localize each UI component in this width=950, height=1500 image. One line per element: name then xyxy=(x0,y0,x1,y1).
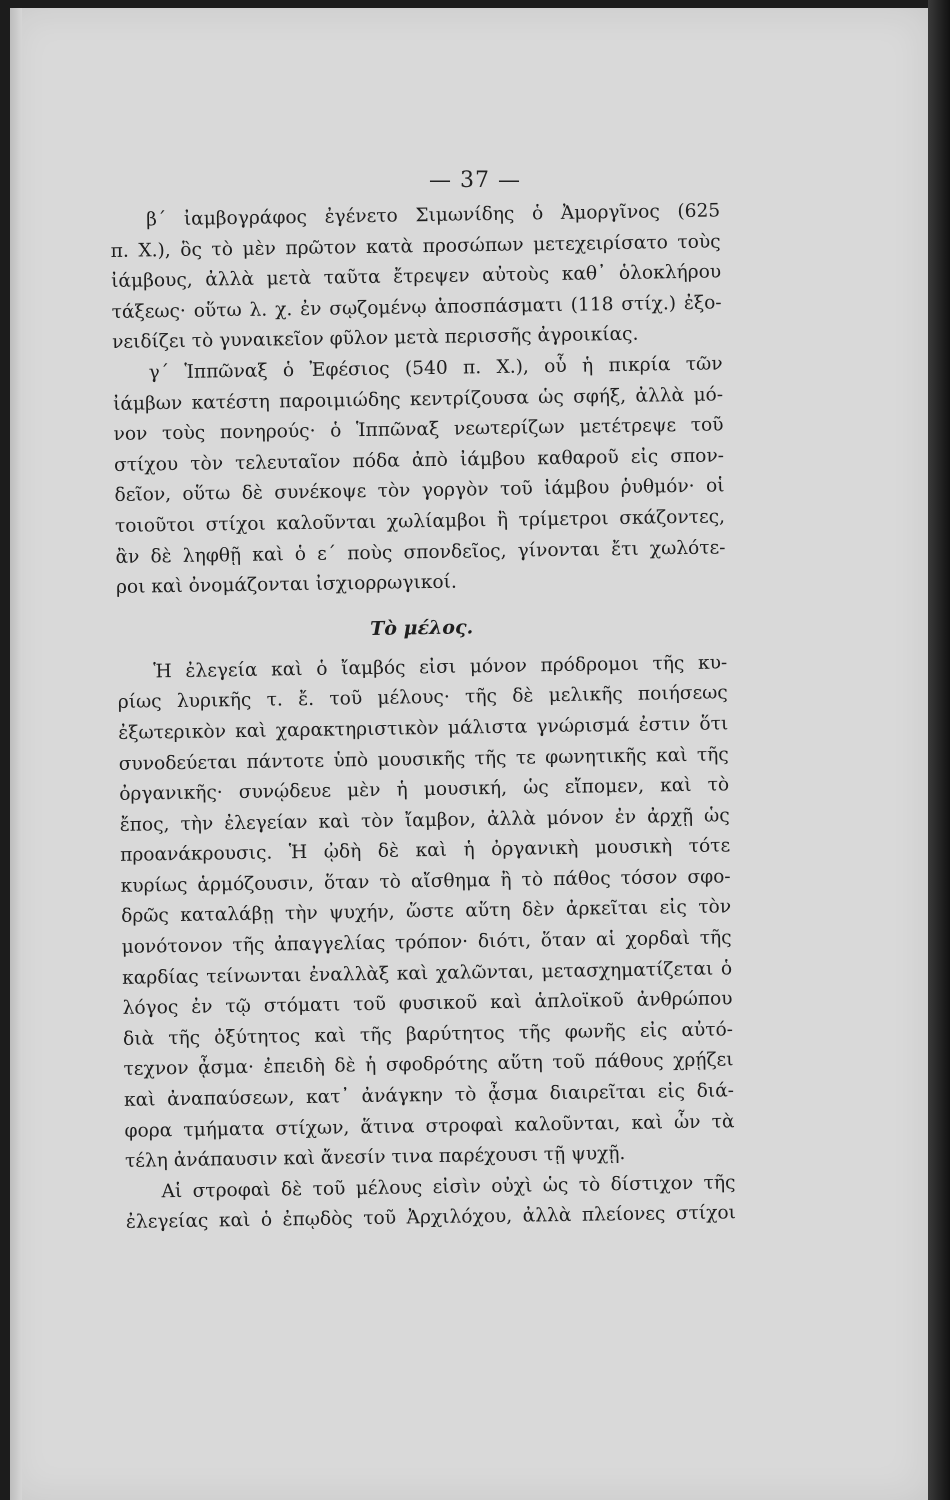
text-line: τεχνον ᾆσμα· ἐπειδὴ δὲ ἡ σφοδρότης αὕτη τοῦ πάθους χρῄζει xyxy=(123,1049,734,1081)
text-line: νον τοὺς πονηρούς· ὁ Ἱππῶναξ νεωτερίζων μετέτρεψε τοῦ xyxy=(113,414,724,446)
text-line: τάξεως· οὕτω λ. χ. ἐν σῳζομένῳ ἀποσπάσματι (118 στίχ.) ἐξο- xyxy=(111,292,722,323)
text-line: ρίως λυρικῆς τ. ἔ. τοῦ μέλους· τῆς δὲ μελικῆς ποιήσεως xyxy=(117,682,728,714)
text-line: τοιοῦτοι στίχοι καλοῦνται χωλίαμβοι ἢ τρίμετροι σκάζοντες, xyxy=(114,506,726,537)
page-body xyxy=(110,196,736,1238)
text-line: ροι καὶ ὀνομάζονται ἰσχιορρωγικοί. xyxy=(115,571,457,599)
text-line: δεῖον, οὕτω δὲ συνέκοψε τὸν γοργὸν τοῦ ἰάμβου ῥυθμόν· οἱ xyxy=(114,475,725,507)
text-line: β΄ ἰαμβογράφος ἐγένετο Σιμωνίδης ὁ Ἀμοργῖνος (625 xyxy=(146,200,721,231)
text-line: ἐξωτερικὸν καὶ χαρακτηριστικὸν μάλιστα γνώρισμά ἐστιν ὅτι xyxy=(118,713,729,744)
text-line: ἂν δὲ ληφθῇ καὶ ὁ ε΄ ποὺς σπονδεῖος, γίνονται ἔτι χωλότε- xyxy=(115,536,726,568)
paragraph-gamma xyxy=(112,349,726,603)
text-line: γ΄ Ἱππῶναξ ὁ Ἐφέσιος (540 π. Χ.), οὗ ἡ πικρία τῶν xyxy=(148,353,723,384)
text-line: προανάκρουσις. Ἡ ᾠδὴ δὲ καὶ ἡ ὀργανικὴ μουσικὴ τότε xyxy=(120,835,731,867)
text-line: Αἱ στροφαὶ δὲ τοῦ μέλους εἰσὶν οὐχὶ ὡς τὸ δίστιχον τῆς xyxy=(161,1172,736,1203)
paragraph-melos xyxy=(117,648,735,1178)
text-line: καρδίας τείνωνται ἐναλλὰξ καὶ χαλῶνται, μετασχηματίζεται ὁ xyxy=(121,957,733,989)
text-line: ἰάμβων κατέστη παροιμιώδης κεντρίζουσα ὡς σφήξ, ἀλλὰ μό- xyxy=(112,383,724,415)
text-line: τέλη ἀνάπαυσιν καὶ ἄνεσίν τινα παρέχουσι τῇ ψυχῇ. xyxy=(124,1143,626,1173)
text-line: καὶ ἀναπαύσεων, κατ᾿ ἀνάγκην τὸ ᾆσμα διαιρεῖται εἰς διά- xyxy=(123,1080,735,1111)
text-line: συνοδεύεται πάντοτε ὑπὸ μουσικῆς τῆς τε φωνητικῆς καὶ τῆς xyxy=(118,743,729,775)
page-number: — 37 — xyxy=(429,168,521,193)
text-line: νειδίζει τὸ γυναικεῖον φῦλον μετὰ περισσῆς ἀγροικίας. xyxy=(111,324,639,354)
text-line: κυρίως ἁρμόζουσιν, ὅταν τὸ αἴσθημα ἢ τὸ πάθος τόσον σφο- xyxy=(120,866,731,897)
text-line: λόγος ἐν τῷ στόματι τοῦ φυσικοῦ καὶ ἁπλοϊκοῦ ἀνθρώπου xyxy=(122,988,733,1020)
text-line: ἔπος, τὴν ἐλεγείαν καὶ τὸν ἴαμβον, ἀλλὰ μόνον ἐν ἀρχῇ ὡς xyxy=(119,805,730,836)
page-gutter-edge xyxy=(10,8,22,1500)
paragraph-strofai xyxy=(125,1168,736,1239)
text-line: διὰ τῆς ὀξύτητος καὶ τῆς βαρύτητος τῆς φωνῆς εἰς αὐτό- xyxy=(122,1019,734,1050)
text-line: δρῶς καταλάβῃ τὴν ψυχήν, ὥστε αὕτη δὲν ἀρκεῖται εἰς τὸν xyxy=(121,896,732,928)
text-line: ἰάμβους, ἀλλὰ μετὰ ταῦτα ἔτρεψεν αὐτοὺς καθ᾿ ὁλοκλήρου xyxy=(111,261,722,293)
text-line: φορα τμήματα στίχων, ἅτινα στροφαὶ καλοῦνται, καὶ ὧν τὰ xyxy=(124,1110,735,1142)
text-line: Ἡ ἐλεγεία καὶ ὁ ἴαμβός εἰσι μόνον πρόδρομοι τῆς κυ- xyxy=(153,652,728,683)
text-line: ὀργανικῆς· συνῴδευε μὲν ἡ μουσική, ὡς εἴπομεν, καὶ τὸ xyxy=(119,774,730,806)
section-heading: Τὸ μέλος. xyxy=(369,616,474,640)
text-line: ἐλεγείας καὶ ὁ ἐπῳδὸς τοῦ Ἀρχιλόχου, ἀλλὰ πλείονες στίχοι xyxy=(125,1202,737,1234)
page-right-edge xyxy=(928,0,950,1500)
paragraph-beta xyxy=(110,196,722,359)
text-line: μονότονον τῆς ἀπαγγελίας τρόπον· διότι, ὅταν αἱ χορδαὶ τῆς xyxy=(121,927,732,958)
text-line: στίχου τὸν τελευταῖον πόδα ἀπὸ ἰάμβου καθαροῦ εἰς σπον- xyxy=(113,445,725,476)
text-line: π. Χ.), ὃς τὸ μὲν πρῶτον κατὰ προσώπων μετεχειρίσατο τοὺς xyxy=(110,231,721,262)
